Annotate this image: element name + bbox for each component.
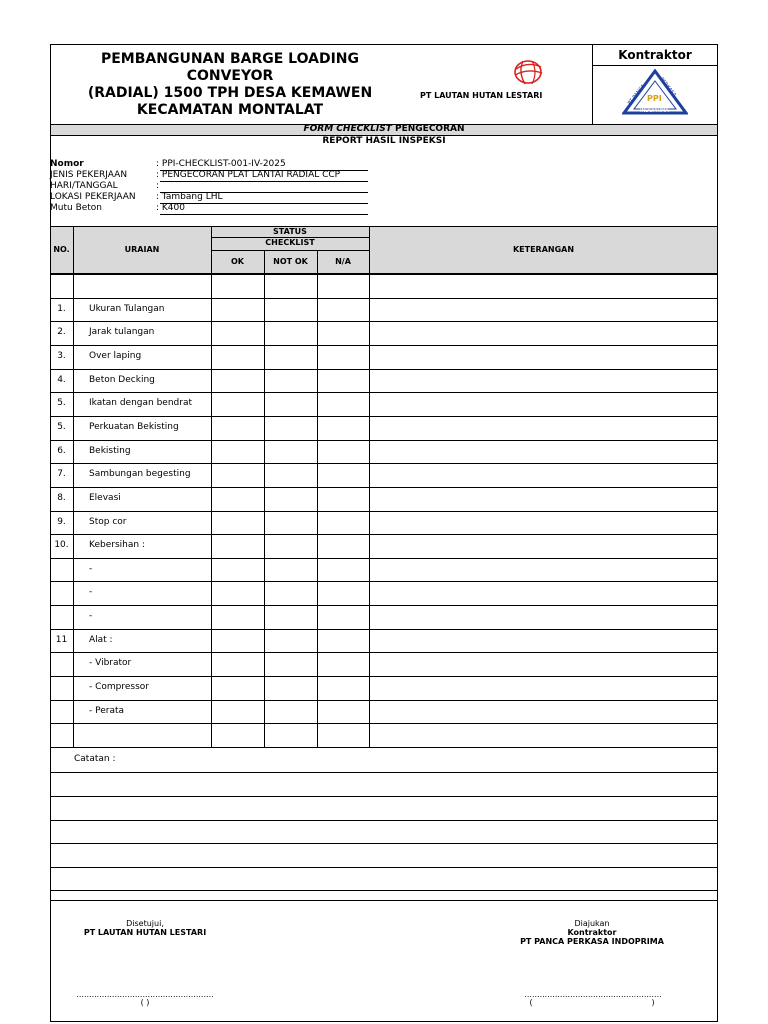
row-not-ok-cell[interactable] [264, 321, 317, 345]
info-label-jenis: JENIS PEKERJAAN [50, 170, 128, 180]
row-not-ok-cell[interactable] [264, 487, 317, 511]
row-na-cell[interactable] [317, 629, 369, 653]
row-na-cell[interactable] [317, 440, 369, 464]
row-keterangan-cell[interactable] [369, 487, 718, 511]
row-not-ok-cell[interactable] [264, 345, 317, 369]
row-na-cell[interactable] [317, 463, 369, 487]
submitted-bracket-close: ) [651, 998, 655, 1007]
row-item: - Perata [89, 705, 125, 716]
table-row [50, 534, 718, 558]
row-keterangan-cell[interactable] [369, 274, 718, 298]
row-ok-cell[interactable] [211, 463, 264, 487]
table-row [50, 416, 718, 440]
row-ok-cell[interactable] [211, 321, 264, 345]
row-not-ok-cell[interactable] [264, 369, 317, 393]
row-keterangan-cell[interactable] [369, 392, 718, 416]
row-keterangan-cell[interactable] [369, 723, 718, 747]
row-na-cell[interactable] [317, 298, 369, 322]
table-row [50, 298, 718, 322]
row-na-cell[interactable] [317, 581, 369, 605]
contractor-logo-mark: PPI [647, 94, 662, 103]
row-item: Over laping [89, 350, 142, 361]
info-value-nomor: : PPI-CHECKLIST-001-IV-2025 [156, 159, 286, 169]
table-top-border [50, 226, 718, 227]
row-na-cell[interactable] [317, 723, 369, 747]
header-not-ok: NOT OK [273, 257, 308, 266]
row-ok-cell[interactable] [211, 723, 264, 747]
table-row [50, 345, 718, 369]
table-row [50, 581, 718, 605]
row-item: Alat : [89, 634, 113, 645]
row-item: Jarak tulangan [89, 326, 155, 337]
row-keterangan-cell[interactable] [369, 369, 718, 393]
row-number: 9. [57, 516, 66, 527]
row-number: 7. [57, 468, 66, 479]
table-row-line [50, 747, 718, 748]
row-keterangan-cell[interactable] [369, 511, 718, 535]
row-not-ok-cell[interactable] [264, 629, 317, 653]
submitted-bracket-open: ( [529, 998, 533, 1007]
info-label-nomor: Nomor [50, 159, 84, 169]
header-no: NO. [53, 245, 70, 254]
row-na-cell[interactable] [317, 345, 369, 369]
notes-line[interactable] [50, 867, 718, 868]
row-item: Sambungan begesting [89, 468, 191, 479]
submitted-company: PT PANCA PERKASA INDOPRIMA [520, 937, 664, 946]
row-ok-cell[interactable] [211, 274, 264, 298]
row-keterangan-cell[interactable] [369, 676, 718, 700]
notes-line[interactable] [50, 900, 718, 901]
info-label-lokasi: LOKASI PEKERJAAN [50, 192, 136, 202]
table-row [50, 676, 718, 700]
row-keterangan-cell[interactable] [369, 700, 718, 724]
row-na-cell[interactable] [317, 274, 369, 298]
row-ok-cell[interactable] [211, 511, 264, 535]
row-not-ok-cell[interactable] [264, 581, 317, 605]
row-item: - [89, 610, 93, 621]
info-label-hari: HARI/TANGGAL [50, 181, 118, 191]
submitted-block [500, 919, 684, 946]
info-underline [160, 203, 368, 204]
header-status: STATUS [273, 227, 307, 236]
row-ok-cell[interactable] [211, 298, 264, 322]
row-keterangan-cell[interactable] [369, 534, 718, 558]
row-not-ok-cell[interactable] [264, 440, 317, 464]
row-not-ok-cell[interactable] [264, 534, 317, 558]
table-row [50, 629, 718, 653]
report-title: REPORT HASIL INSPEKSI [322, 136, 446, 146]
row-keterangan-cell[interactable] [369, 605, 718, 629]
row-not-ok-cell[interactable] [264, 463, 317, 487]
row-item: Beton Decking [89, 374, 155, 385]
row-number: 10. [54, 539, 69, 550]
row-not-ok-cell[interactable] [264, 676, 317, 700]
row-number: 1. [57, 303, 66, 314]
row-keterangan-cell[interactable] [369, 416, 718, 440]
contractor-heading: Kontraktor [618, 48, 692, 62]
header-na: N/A [335, 257, 351, 266]
header-keterangan: KETERANGAN [512, 245, 575, 254]
row-ok-cell[interactable] [211, 440, 264, 464]
info-value-mutu: : K400 [156, 203, 185, 213]
notes-label: Catatan : [74, 754, 116, 764]
row-ok-cell[interactable] [211, 369, 264, 393]
row-not-ok-cell[interactable] [264, 605, 317, 629]
row-item: Kebersihan : [89, 539, 145, 550]
row-not-ok-cell[interactable] [264, 652, 317, 676]
submitted-signature-line: ...................................................... [524, 990, 662, 999]
project-title [60, 51, 400, 119]
row-ok-cell[interactable] [211, 558, 264, 582]
table-row [50, 723, 718, 747]
row-na-cell[interactable] [317, 487, 369, 511]
row-item: - [89, 563, 93, 574]
row-not-ok-cell[interactable] [264, 392, 317, 416]
row-ok-cell[interactable] [211, 676, 264, 700]
row-ok-cell[interactable] [211, 605, 264, 629]
row-keterangan-cell[interactable] [369, 463, 718, 487]
table-row [50, 700, 718, 724]
row-not-ok-cell[interactable] [264, 274, 317, 298]
contractor-logo-text-3: INDOPRIMA [640, 108, 669, 114]
row-keterangan-cell[interactable] [369, 345, 718, 369]
row-number: 2. [57, 326, 66, 337]
row-ok-cell[interactable] [211, 700, 264, 724]
row-number: 5. [57, 421, 66, 432]
row-ok-cell[interactable] [211, 487, 264, 511]
table-row [50, 392, 718, 416]
approval-label: Disetujui, [126, 919, 164, 928]
table-row [50, 652, 718, 676]
row-na-cell[interactable] [317, 416, 369, 440]
row-not-ok-cell[interactable] [264, 511, 317, 535]
row-item: Ukuran Tulangan [89, 303, 165, 314]
row-item: - [89, 586, 93, 597]
info-label-mutu: Mutu Beton [50, 203, 103, 213]
notes-line[interactable] [50, 890, 718, 891]
row-na-cell[interactable] [317, 534, 369, 558]
contractor-box-line [592, 65, 718, 66]
row-ok-cell[interactable] [211, 345, 264, 369]
approval-signature-line: ...................................................... [76, 990, 214, 999]
row-number: 3. [57, 350, 66, 361]
contractor-logo-text-1: PT PANCA [626, 83, 647, 107]
row-na-cell[interactable] [317, 511, 369, 535]
row-item: Stop cor [89, 516, 127, 527]
row-item: Perkuatan Bekisting [89, 421, 179, 432]
row-number: 4. [57, 374, 66, 385]
row-ok-cell[interactable] [211, 629, 264, 653]
info-value-jenis: : PENGECORAN PLAT LANTAI RADIAL CCP [156, 170, 341, 180]
row-na-cell[interactable] [317, 700, 369, 724]
form-title-italic: FORM CHECKLIST [303, 124, 392, 134]
row-keterangan-cell[interactable] [369, 298, 718, 322]
table-row [50, 440, 718, 464]
row-not-ok-cell[interactable] [264, 723, 317, 747]
row-na-cell[interactable] [317, 369, 369, 393]
row-number: 11 [55, 634, 68, 645]
contractor-logo-icon [622, 69, 688, 115]
row-not-ok-cell[interactable] [264, 298, 317, 322]
row-keterangan-cell[interactable] [369, 652, 718, 676]
info-value-hari: : [156, 181, 160, 191]
row-keterangan-cell[interactable] [369, 629, 718, 653]
info-value-lokasi: : Tambang LHL [156, 192, 223, 202]
row-item: - Compressor [89, 681, 150, 692]
row-ok-cell[interactable] [211, 581, 264, 605]
project-title-line-1: PEMBANGUNAN BARGE LOADING CONVEYOR [100, 51, 359, 84]
table-row [50, 369, 718, 393]
table-row [50, 558, 718, 582]
row-number: 5. [57, 397, 66, 408]
header-status-line [211, 237, 369, 238]
row-item: Ikatan dengan bendrat [89, 397, 192, 408]
table-row [50, 321, 718, 345]
row-na-cell[interactable] [317, 558, 369, 582]
header-uraian: URAIAN [124, 245, 160, 254]
row-not-ok-cell[interactable] [264, 558, 317, 582]
submitted-label: Diajukan [574, 919, 610, 928]
header-checklist: CHECKLIST [265, 238, 315, 247]
row-na-cell[interactable] [317, 676, 369, 700]
row-not-ok-cell[interactable] [264, 700, 317, 724]
row-keterangan-cell[interactable] [369, 581, 718, 605]
row-number: 8. [57, 492, 66, 503]
row-keterangan-cell[interactable] [369, 440, 718, 464]
client-logo-icon [508, 57, 548, 87]
row-item: Elevasi [89, 492, 121, 503]
table-row [50, 487, 718, 511]
row-keterangan-cell[interactable] [369, 558, 718, 582]
row-item: - Vibrator [89, 657, 132, 668]
notes-line[interactable] [50, 796, 718, 797]
table-row [50, 511, 718, 535]
client-name: PT LAUTAN HUTAN LESTARI [420, 91, 543, 100]
row-number: 6. [57, 445, 66, 456]
approval-name-bracket: ( ) [140, 998, 150, 1007]
row-ok-cell[interactable] [211, 534, 264, 558]
notes-line[interactable] [50, 772, 718, 773]
table-row [50, 605, 718, 629]
row-na-cell[interactable] [317, 652, 369, 676]
row-keterangan-cell[interactable] [369, 321, 718, 345]
form-title [50, 124, 718, 134]
notes-line[interactable] [50, 843, 718, 844]
row-ok-cell[interactable] [211, 416, 264, 440]
approval-block [60, 919, 230, 937]
info-underline [160, 181, 368, 182]
form-title-rest: PENGECORAN [391, 124, 465, 134]
project-title-line-3: KECAMATAN MONTALAT [136, 102, 324, 118]
header-checklist-line [211, 250, 369, 251]
row-ok-cell[interactable] [211, 652, 264, 676]
row-ok-cell[interactable] [211, 392, 264, 416]
notes-line[interactable] [50, 820, 718, 821]
table-row [50, 274, 718, 298]
info-underline [160, 214, 368, 215]
submitted-role: Kontraktor [567, 928, 617, 937]
row-na-cell[interactable] [317, 392, 369, 416]
table-row [50, 463, 718, 487]
row-not-ok-cell[interactable] [264, 416, 317, 440]
approval-company: PT LAUTAN HUTAN LESTARI [83, 928, 207, 937]
row-na-cell[interactable] [317, 605, 369, 629]
project-title-line-2: (RADIAL) 1500 TPH DESA KEMAWEN [87, 85, 373, 101]
header-ok: OK [231, 257, 244, 266]
row-item: Bekisting [89, 445, 131, 456]
row-na-cell[interactable] [317, 321, 369, 345]
contractor-logo-text-2: PERKASA [658, 76, 678, 99]
